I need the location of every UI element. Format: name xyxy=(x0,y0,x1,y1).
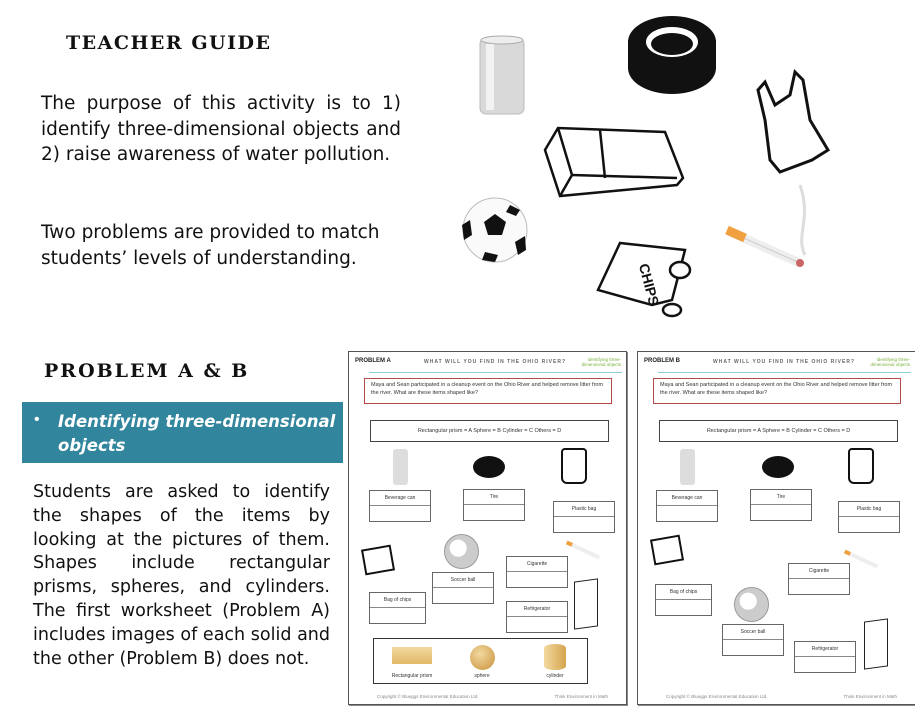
answer-box[interactable] xyxy=(506,601,568,633)
plastic-bag-icon xyxy=(561,448,587,484)
item-label: Refrigerator xyxy=(795,642,855,657)
answer-key: Rectangular prism = A Sphere = B Cylinder = C Others = D xyxy=(370,420,609,442)
item-label: Soccer ball xyxy=(433,573,493,588)
description-paragraph: Students are asked to identify the shapes of the items by looking at the pictures of them. Shapes include rectangular prisms, spheres, and cylinders. The first worksheet (Problem A) includes images of each solid and the other (Problem B) does not. xyxy=(33,482,330,669)
footer-copyright: Copyright © Blueggs Environmental Education Ltd. xyxy=(377,694,479,699)
item-label: Plastic bag xyxy=(839,502,899,517)
sphere-icon xyxy=(470,645,495,670)
answer-box[interactable] xyxy=(553,501,615,533)
answer-box[interactable] xyxy=(656,490,718,522)
item-label: Plastic bag xyxy=(554,502,614,517)
tire-icon xyxy=(762,456,794,478)
answer-box[interactable] xyxy=(369,490,431,522)
soccer-ball-icon xyxy=(444,534,479,569)
item-label: Beverage can xyxy=(657,491,717,506)
footer-tagline: Think Environment in Math xyxy=(843,694,897,699)
item-label: Bag of chips xyxy=(656,585,711,600)
solid-label: Rectangular prism xyxy=(391,673,433,679)
worksheet-intro: Maya and Sean participated in a cleanup event on the Ohio River and helped remove litter from the river. What are these items shaped like? xyxy=(364,378,612,404)
tire-icon xyxy=(628,16,716,94)
solid-label: cylinder xyxy=(546,673,564,679)
worksheet-problem-a xyxy=(348,351,627,705)
footer-tagline: Think Environment in Math xyxy=(554,694,608,699)
footer-copyright: Copyright © Blueggs Environmental Education Ltd. xyxy=(666,694,768,699)
answer-box[interactable] xyxy=(369,592,426,624)
answer-box[interactable] xyxy=(750,489,812,521)
worksheet-tag: Identifying three-dimensional objects xyxy=(581,357,621,367)
soccer-ball-icon xyxy=(734,587,769,622)
worksheet-question: WHAT WILL YOU FIND IN THE OHIO RIVER? xyxy=(424,359,566,365)
purpose-paragraph: The purpose of this activity is to 1) identify three-dimensional objects and 2) raise awareness of water pollution. xyxy=(41,93,401,165)
item-label: Refrigerator xyxy=(507,602,567,617)
bag-of-chips-icon xyxy=(650,535,684,566)
objective-banner xyxy=(22,402,343,463)
worksheet-intro: Maya and Sean participated in a cleanup event on the Ohio River and helped remove litter from the river. What are these items shaped like? xyxy=(653,378,901,404)
teacher-guide-title: TEACHER GUIDE xyxy=(66,32,272,54)
bag-of-chips-icon xyxy=(598,243,690,316)
answer-box[interactable] xyxy=(463,489,525,521)
plastic-bag-icon xyxy=(758,72,828,172)
answer-box[interactable] xyxy=(655,584,712,616)
soccer-ball-icon xyxy=(462,198,527,262)
rectangular-prism-icon xyxy=(392,647,432,664)
answer-box[interactable] xyxy=(794,641,856,673)
worksheet-problem-b xyxy=(637,351,915,705)
beverage-can-icon xyxy=(480,36,524,114)
worksheet-tag: Identifying three-dimensional objects xyxy=(870,357,910,367)
solid-label: sphere xyxy=(474,673,490,679)
item-label: Tire xyxy=(751,490,811,505)
cylinder-icon xyxy=(544,644,566,670)
item-label: Bag of chips xyxy=(370,593,425,608)
item-label: Cigarette xyxy=(789,564,849,579)
item-label: Beverage can xyxy=(370,491,430,506)
header-divider xyxy=(658,372,911,373)
problem-section-title: PROBLEM A & B xyxy=(44,360,250,382)
header-divider xyxy=(369,372,622,373)
answer-box[interactable] xyxy=(788,563,850,595)
worksheet-label: PROBLEM B xyxy=(644,358,680,364)
answer-box[interactable] xyxy=(432,572,494,604)
tire-icon xyxy=(473,456,505,478)
svg-text:CHIPS: CHIPS xyxy=(635,261,663,308)
beverage-can-icon xyxy=(393,449,408,485)
problems-note-paragraph: Two problems are provided to match students’ levels of understanding. xyxy=(41,222,380,269)
refrigerator-icon xyxy=(545,128,683,196)
refrigerator-icon xyxy=(574,578,598,629)
answer-key: Rectangular prism = A Sphere = B Cylinder = C Others = D xyxy=(659,420,898,442)
item-label: Tire xyxy=(464,490,524,505)
answer-box[interactable] xyxy=(722,624,784,656)
beverage-can-icon xyxy=(680,449,695,485)
cigarette-icon xyxy=(566,541,600,560)
refrigerator-icon xyxy=(864,618,888,669)
plastic-bag-icon xyxy=(848,448,874,484)
solids-legend xyxy=(373,638,588,684)
item-label: Soccer ball xyxy=(723,625,783,640)
litter-illustrations xyxy=(440,0,915,340)
item-label: Cigarette xyxy=(507,557,567,572)
answer-box[interactable] xyxy=(838,501,900,533)
bag-of-chips-icon xyxy=(361,545,395,576)
worksheet-label: PROBLEM A xyxy=(355,358,391,364)
cigarette-icon xyxy=(727,185,805,267)
banner-text: Identifying three-dimensional objects xyxy=(58,412,336,455)
banner-bullet: • xyxy=(34,411,40,428)
worksheet-question: WHAT WILL YOU FIND IN THE OHIO RIVER? xyxy=(713,359,855,365)
answer-box[interactable] xyxy=(506,556,568,588)
